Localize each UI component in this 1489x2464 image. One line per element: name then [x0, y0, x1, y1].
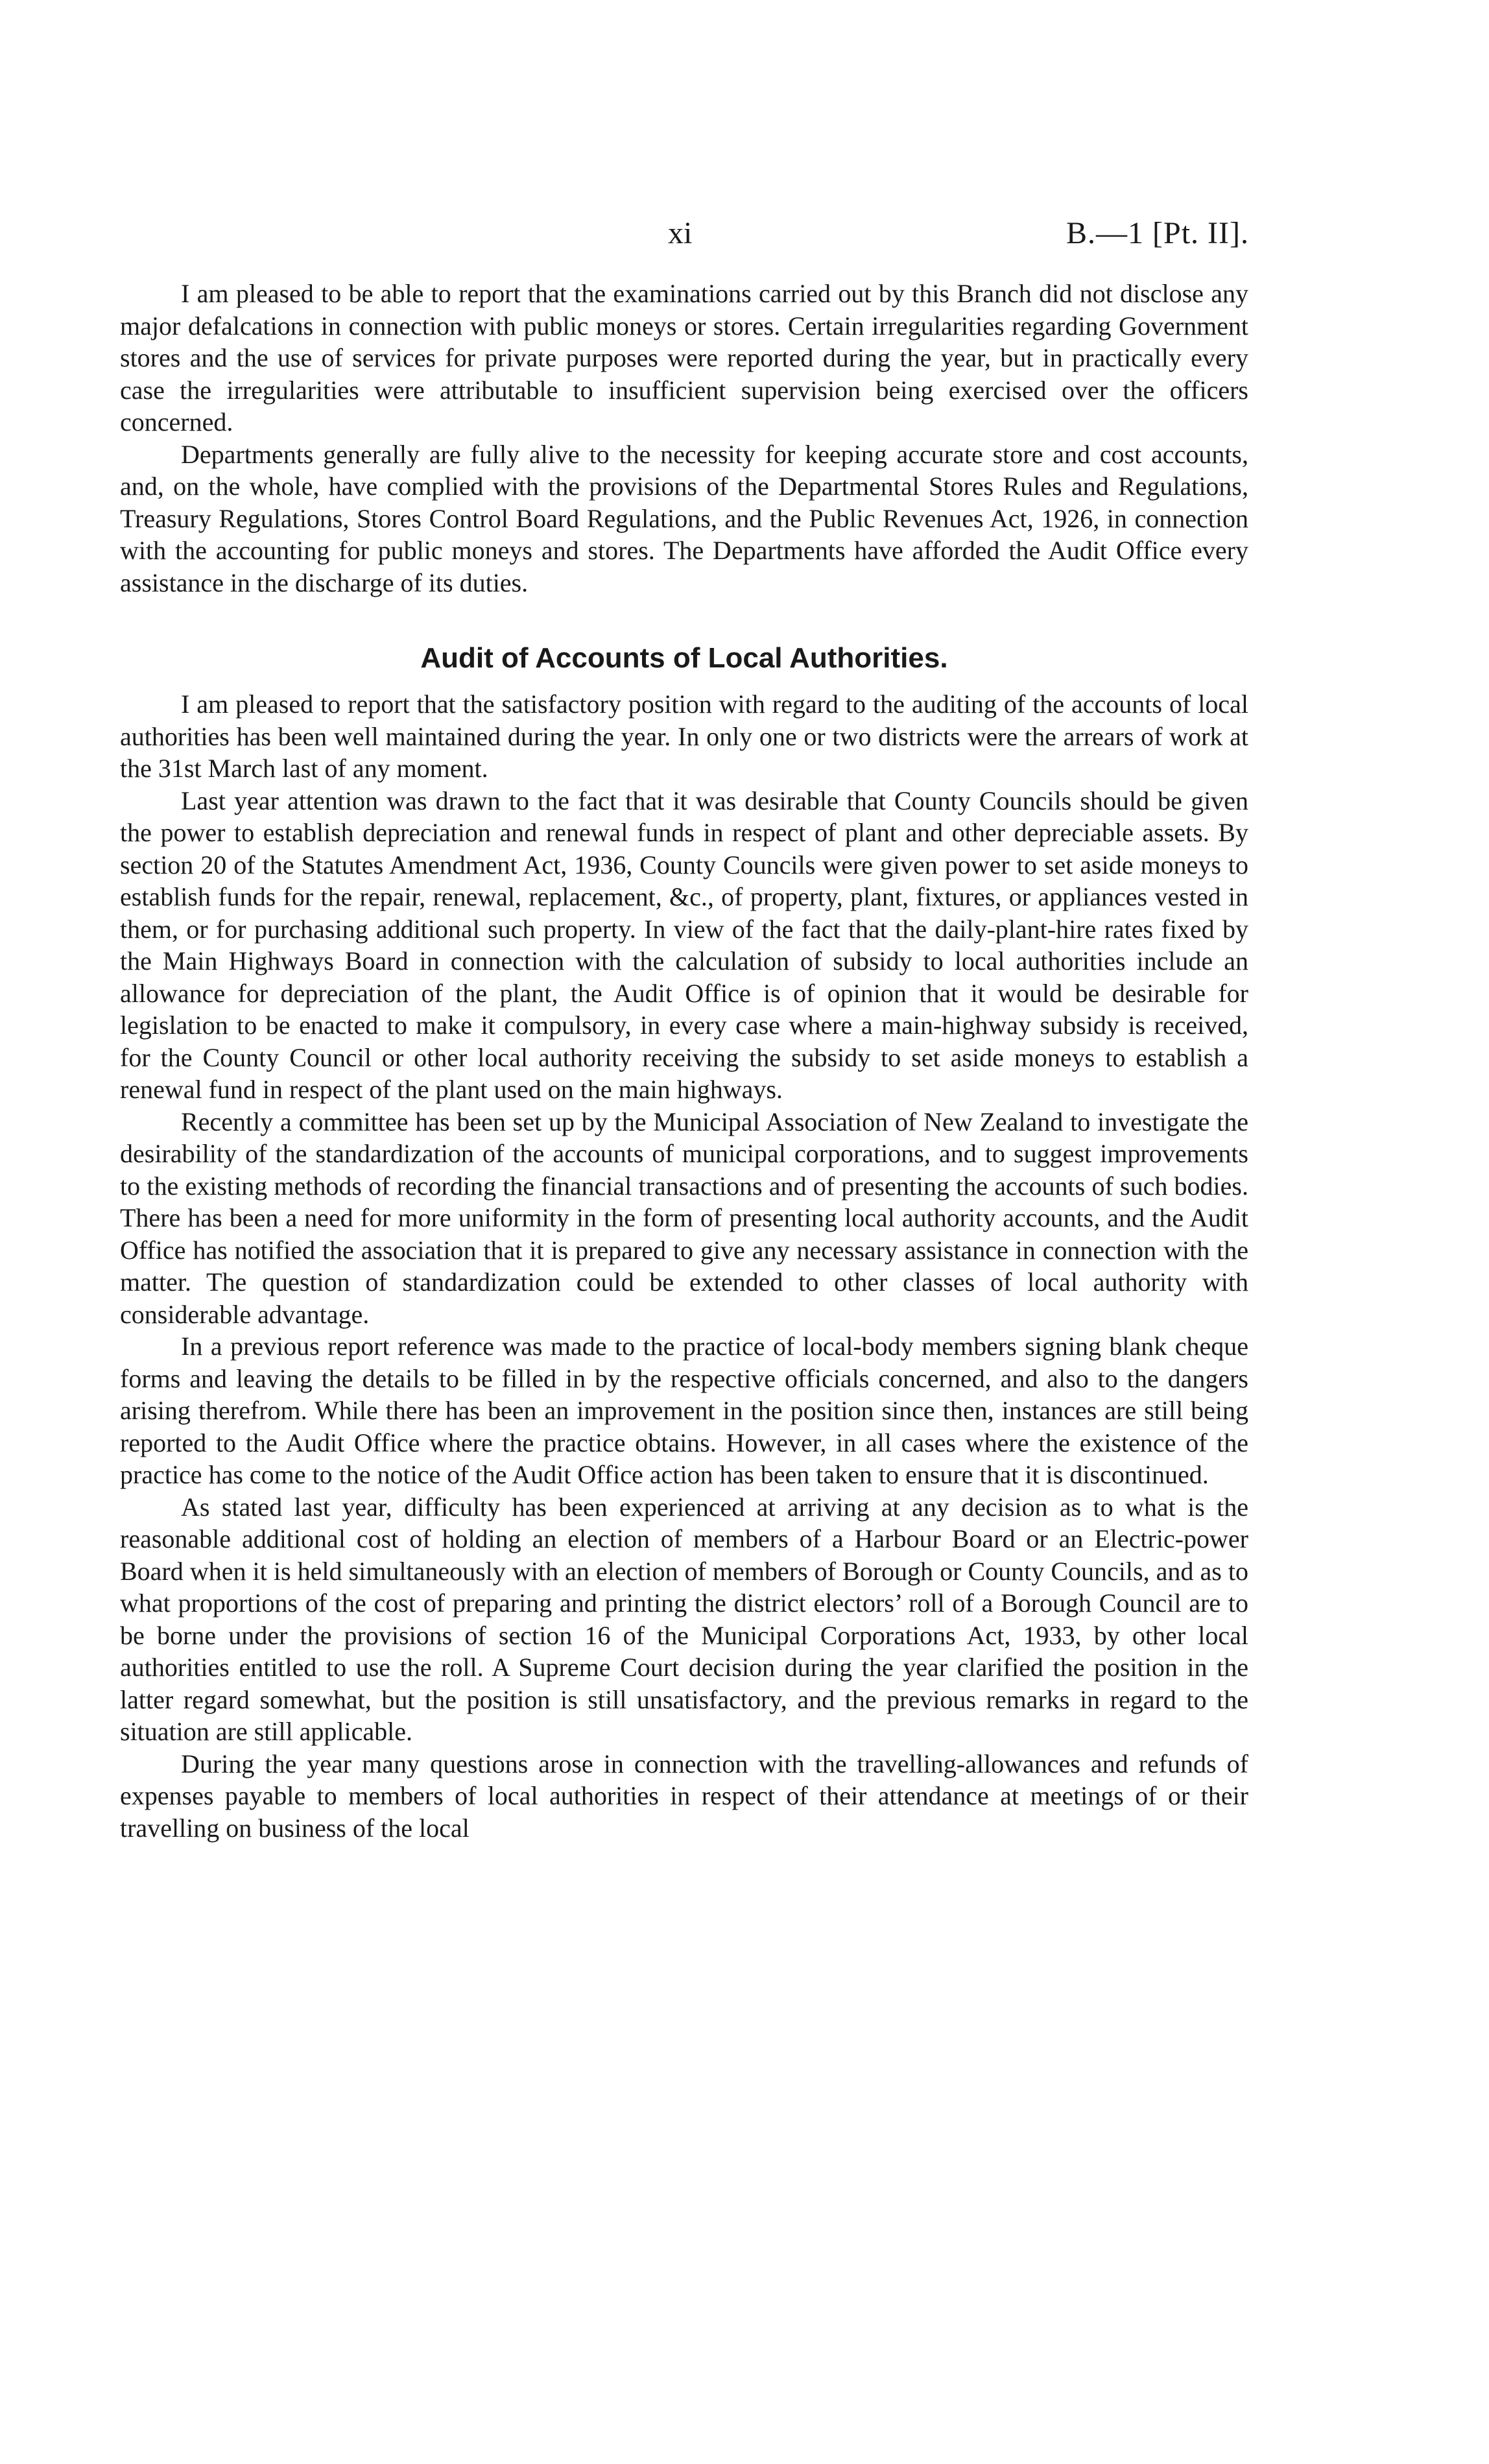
- paragraph: Departments generally are fully alive to the necessity for keeping accurate store and cost accounts, and, on the whole, have complied with the provisions of the Departmental Stores Rules and Regulations, Treasury Regulations, Stores Control Board Regulations, and the Public Revenues Act, 1926, in connection with the accounting for public moneys and stores. The Departments have afforded the Audit Office every assistance in the discharge of its duties.: [120, 439, 1248, 597]
- paragraph: Last year attention was drawn to the fact that it was desirable that County Councils should be given the power to establish depreciation and renewal funds in respect of plant and other depreciable assets. By section 20 of the Statutes Amendment Act, 1936, County Councils were given power to set aside moneys to establish funds for the repair, renewal, replacement, &c., of property, plant, fixtures, or appliances vested in them, or for purchasing additional such property. In view of the fact that the daily-plant-hire rates fixed by the Main Highways Board in connection with the calculation of subsidy to local authorities include an allowance for depreciation of the plant, the Audit Office is of opinion that it would be desirable for legislation to be enacted to make it compulsory, in every case where a main-highway subsidy is received, for the County Council or other local authority receiving the subsidy to set aside moneys to establish a renewal fund in respect of the plant used on the main highways.: [120, 785, 1248, 1104]
- paragraph: I am pleased to report that the satisfactory position with regard to the auditing of the accounts of local authorities has been well maintained during the year. In only one or two districts were the arrears of work at the 31st March last of any moment.: [120, 689, 1248, 783]
- paragraph: During the year many questions arose in connection with the travelling-allowances and refunds of expenses payable to members of local authorities in respect of their attendance at meetings of or their travelling on business of the local: [120, 1749, 1248, 1843]
- section-heading: Audit of Accounts of Local Authorities.: [420, 642, 948, 674]
- paragraph: As stated last year, difficulty has been experienced at arriving at any decision as to what is the reasonable additional cost of holding an election of members of a Harbour Board or an Electric-power Board when it is held simultaneously with an election of members of Borough or County Councils, and as to what proportions of the cost of preparing and printing the district electors’ roll of a Borough Council are to be borne under the provisions of section 16 of the Municipal Corporations Act, 1933, by other local authorities entitled to use the roll. A Supreme Court decision during the year clarified the position in the latter regard somewhat, but the position is still unsatisfactory, and the previous remarks in regard to the situation are still applicable.: [120, 1492, 1248, 1746]
- document-reference: B.—1 [Pt. II].: [1066, 216, 1249, 250]
- page-body: [120, 278, 1248, 1844]
- page-number: xi: [668, 216, 693, 250]
- paragraph: Recently a committee has been set up by the Municipal Association of New Zealand to investigate the desirability of the standardization of the accounts of municipal corporations, and to suggest improvements to the existing methods of recording the financial transactions and of presenting the accounts of such bodies. There has been a need for more uniformity in the form of presenting local authority accounts, and the Audit Office has notified the association that it is prepared to give any necessary assistance in connection with the matter. The question of standardization could be extended to other classes of local authority with considerable advantage.: [120, 1106, 1248, 1329]
- paragraph: I am pleased to be able to report that the examinations carried out by this Branch did not disclose any major defalcations in connection with public moneys or stores. Certain irregularities regarding Government stores and the use of services for private purposes were reported during the year, but in practically every case the irregularities were attributable to insufficient supervision being exercised over the officers concerned.: [120, 279, 1248, 437]
- paragraph: In a previous report reference was made to the practice of local-body members signing blank cheque forms and leaving the details to be filled in by the respective officials concerned, and also to the dangers arising therefrom. While there has been an improvement in the position since then, instances are still being reported to the Audit Office where the practice obtains. However, in all cases where the existence of the practice has come to the notice of the Audit Office action has been taken to ensure that it is discontinued.: [120, 1332, 1248, 1489]
- page-header: [0, 215, 1489, 254]
